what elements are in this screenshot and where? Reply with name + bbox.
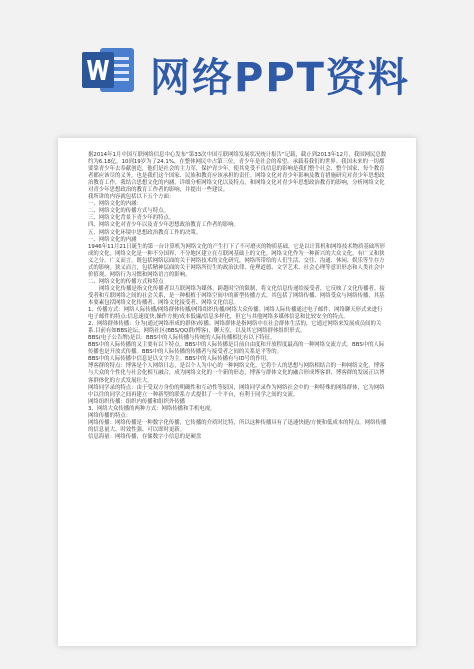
document-paragraph: 三、网络文化背景下青少年的特点。 bbox=[88, 215, 175, 222]
document-paragraph: 1、传播方式：网络人际传播/网络群体传播/网络组织传播/网络大众传播。网络人际传播通过电子邮件、网络聊天形式来进行 bbox=[88, 307, 383, 314]
document-paragraph: 四、网络文化对青少年以及青少年思想政治教育工作者的影响。 bbox=[88, 222, 239, 229]
document-paragraph: 电子邮件的特点:信息速度快,操作方便/成本低廉/信息多样化，但它与其他网络多媒体信息和比较安全的特点。 bbox=[88, 314, 349, 321]
document-paragraph: 网络传播：网络传播是一种数字化传播，它传播的介质时比特，所以这种传播具有了迅速快捷/方便和低成本的特点。网络传播的信息量大、时效性强、可以即时更新。 bbox=[88, 419, 387, 433]
document-paragraph: 网络组织传播：组织内传播和组织外传播 bbox=[88, 398, 186, 405]
document-paragraph: 网络同学录的特点：由于受双方身份的明确性和互动性等原因，网络同学录作为网络社会中的一种特殊的网络群体，它为网络中以往的同学之间再建立一种新型的联系方式提供了一个平台，有利于同学之间的交流。 bbox=[88, 384, 385, 398]
document-paragraph: 五、网络文化环境中思想政治教育工作的决策。 bbox=[88, 229, 202, 236]
document-paragraph: 博客群的特点：博客是个人网络日志，是以个人为中心的一种网络文化，它将个人的思想与网络相结合的一种网络文化。博客与大众的个性化与社会化相互融合，成为网络文化的一个新的形态，博客与群体文化的融合形成博客群，博客群的发展正以博客群体化的方式发展壮大。 bbox=[88, 363, 385, 384]
document-paragraph: BBS中的人际传播中信息是以文字为主。BBS中的人际传播有与ID号的作用。 bbox=[88, 356, 272, 363]
document-title: 网络PPT资料 bbox=[150, 55, 410, 101]
document-paragraph: BBS(电子公告牌)是以：BBS中的人际传播与传统的人际传播相比有以下特征。 bbox=[88, 335, 276, 342]
document-paragraph: 一、网络文化的内涵： bbox=[88, 201, 142, 208]
document-paragraph: 网络传播的特点： bbox=[88, 412, 132, 419]
word-icon bbox=[80, 42, 136, 98]
document-paragraph: 二、网络文化的传播方式和特点 bbox=[88, 278, 164, 285]
document-paragraph: 我所讲的内容就包括以下五个方面： bbox=[88, 194, 175, 201]
document-paragraph: 一、网络文化的内涵 bbox=[88, 236, 137, 243]
document-paragraph: 二、网络文化的传播方式与特点。 bbox=[88, 208, 169, 215]
document-body bbox=[88, 152, 388, 441]
document-paragraph: 网络文化传播是指文化传播者以互联网络为媒体，跨越时空的限制，将文化信息传递给接受者，它反映了文化传播者、接受者和互联网络之间的社会关系，是一种根植于网络空间中的新型传播方式。其包括了网络传播、网络受众与网络传播，其基本要素包括网络文化传播者、网络文化接受者、网络文化信息。 bbox=[88, 285, 385, 306]
document-paragraph: 1946年11月21日诞生的第一台计算机为网络文化的产生打下了不可磨灭的物质基础，它是以计算机和网络技术物质基础所形成的文化。网络文化是一种不分国界、不分地区建立在互联网基础上的文化。网络文化作为一种新兴的大众文化，有广义和狭义之分。广义而言，既包括网络层面的关于网络技术的文化研究，网络所带给的人们生活、交往、沟通、休闲、娱乐等生存方式的影响。狭义而言，包括精神层面的关于网络所衍生的政治法律、伦理道德、文学艺术、社会心理等意识形态和人类社会中价值观、网络行为习惯和网络语言的影响。 bbox=[88, 243, 385, 278]
document-paragraph: 据2014年1月中国互联网络信息中心发布“第33次中国互联网络发展状况统计报告”记载，截止到2013年12月，我国网民总数约为6.18亿，10到19岁为了24.1%，在整体网民中占第三位，青少年是社会的希望，承载着我们的世界。我国未来的一切都要靠青少年去奉献创造，他们是社会的主力军，保护青少年，使其免受不良信息的影响是我们整个社会、整个国家、每个教育者都应该尽的义务，也是我们这个国家、民族和教育应该承担的责任。网络文化对青少年影响及教育措施研究对青少年思想政治教育工作，我结合思想文化的内涵，详细分析网络文化以及特点，和网络文化对青少年思想政治教育的影响，分析网络文化对青少年思想政治的教育工作者的影响，并提出一些建议。 bbox=[88, 152, 387, 194]
document-paragraph: 2、网络群体传播：分为(通过网络形成的群体)传播、网络群体是指网络中在社会群体生活的，它通过网络来发展成员间的关系.目前有如BBS论坛，网络社区(BBS/QQ群/博客)，聊天室，以及其它网络群体组织形式。 bbox=[88, 321, 382, 335]
document-paragraph: 信息海量：网络传播，存储数字小信息的是硬盘 bbox=[88, 433, 202, 440]
document-page bbox=[58, 138, 416, 646]
header bbox=[0, 0, 474, 140]
document-paragraph: 3、网络大众传播的两种方式：网络传播和手机电视。 bbox=[88, 405, 216, 412]
document-paragraph: BBS中的人际传播的又主要有以下特点。BBS中的人际传播是目前自由度和开放程度最高的一种网络交流方式。BBS中的人际传播也是开放式传播。BBS中的人际传播的传播者与接受者之间的关系是平等的。 bbox=[88, 342, 385, 356]
